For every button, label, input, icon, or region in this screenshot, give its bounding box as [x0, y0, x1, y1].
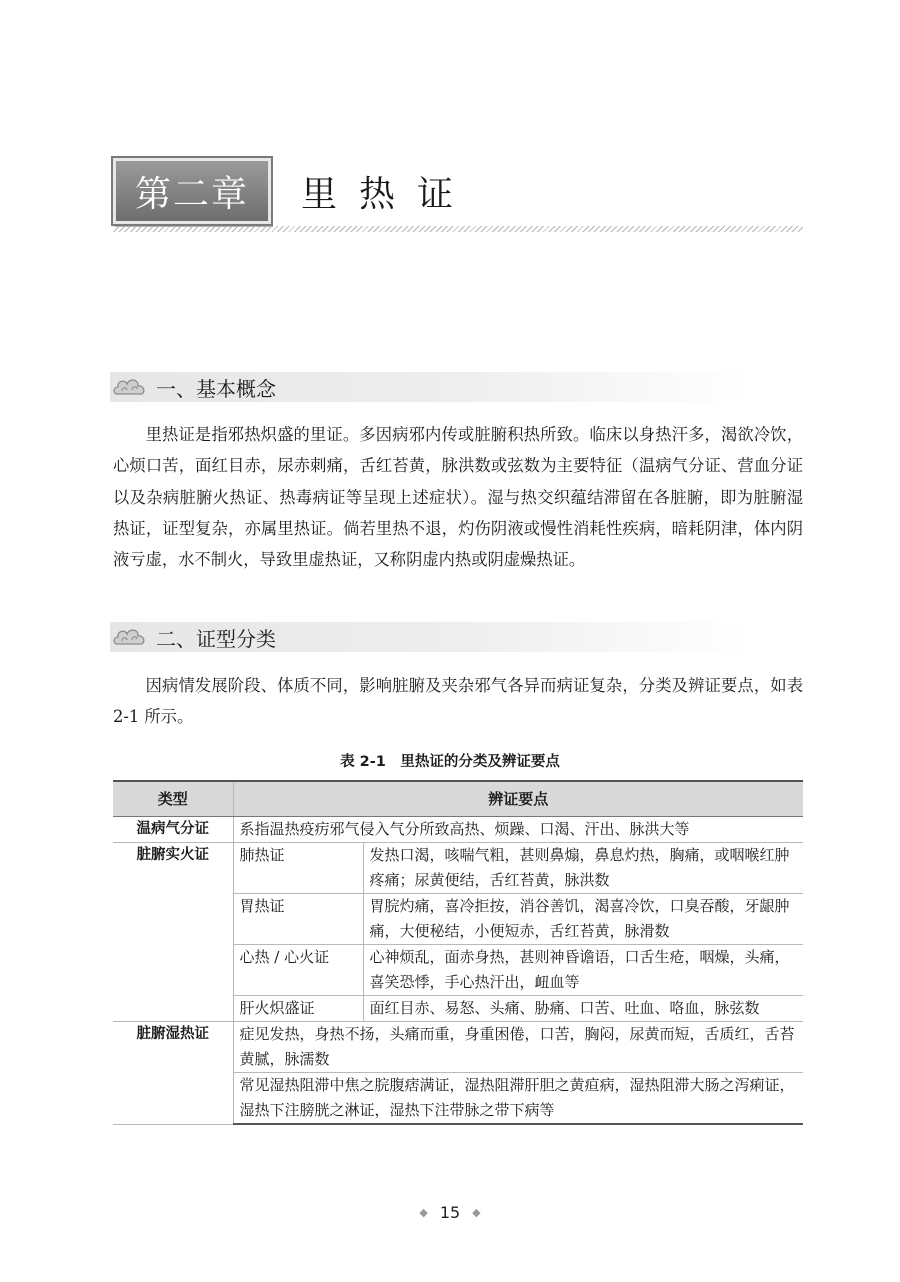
- table-caption: 表 2-1 里热证的分类及辨证要点: [340, 754, 560, 770]
- cloud-ornament-icon: [112, 624, 148, 650]
- subtype-cell: 心热 / 心火证: [233, 945, 363, 996]
- desc-cell: 心神烦乱，面赤身热，甚则神昏谵语，口舌生疮，咽燥，头痛，喜笑恐悸，手心热汗出，衄血等: [363, 945, 803, 996]
- desc-cell: 常见湿热阻滞中焦之脘腹痞满证，湿热阻滞肝胆之黄疸病，湿热阻滞大肠之泻痢证，湿热下注膀胱之淋证，湿热下注带脉之带下病等: [233, 1073, 803, 1125]
- subtype-cell: 胃热证: [233, 894, 363, 945]
- desc-cell: 发热口渴，咳喘气粗，甚则鼻煽，鼻息灼热，胸痛，或咽喉红肿疼痛；尿黄便结，舌红苔黄，脉洪数: [363, 843, 803, 894]
- chapter-badge: 第二章: [113, 158, 271, 224]
- desc-cell: 面红目赤、易怒、头痛、胁痛、口苦、吐血、咯血，脉弦数: [363, 996, 803, 1022]
- table-row: [113, 817, 803, 843]
- table-header-row: [113, 781, 803, 817]
- diamond-ornament-icon: ◆: [419, 1206, 428, 1219]
- chapter-title: 里热证: [301, 173, 476, 215]
- classification-table: [113, 780, 803, 1125]
- desc-cell: 胃脘灼痛，喜冷拒按，消谷善饥，渴喜冷饮，口臭吞酸，牙龈肿痛，大便秘结，小便短赤，舌红苔黄，脉滑数: [363, 894, 803, 945]
- type-cell: 温病气分证: [113, 817, 233, 843]
- page-footer: [0, 1203, 900, 1222]
- subtype-cell: 肺热证: [233, 843, 363, 894]
- chapter-heading: [113, 158, 475, 224]
- section-heading-basic-concept: [110, 372, 750, 402]
- paragraph-basic-concept: 里热证是指邪热炽盛的里证。多因病邪内传或脏腑积热所致。临床以身热汗多，渴欲冷饮，心烦口苦，面红目赤，尿赤刺痛，舌红苔黄，脉洪数或弦数为主要特征（温病气分证、营血分证以及杂病脏腑火热证、热毒病证等呈现上述症状）。湿与热交织蕴结滞留在各脏腑，即为脏腑湿热证，证型复杂，亦属里热证。倘若里热不退，灼伤阴液或慢性消耗性疾病，暗耗阴津，体内阴液亏虚，水不制火，导致里虚热证，又称阴虚内热或阴虚燥热证。: [113, 425, 803, 570]
- type-cell: 脏腑湿热证: [113, 1022, 233, 1125]
- page-number: 15: [439, 1203, 461, 1222]
- header-type: 类型: [113, 781, 233, 817]
- chapter-divider: [113, 226, 803, 232]
- table-row: [113, 843, 803, 894]
- desc-cell: 症见发热，身热不扬，头痛而重，身重困倦，口苦，胸闷，尿黄而短，舌质红，舌苔黄腻，脉濡数: [233, 1022, 803, 1073]
- section-title: 一、基本概念: [156, 376, 276, 401]
- header-key-points: 辨证要点: [233, 781, 803, 817]
- table-row: [113, 1022, 803, 1073]
- paragraph-classification: 因病情发展阶段、体质不同，影响脏腑及夹杂邪气各异而病证复杂，分类及辨证要点，如表 2-1 所示。: [113, 676, 803, 727]
- section-heading-classification: [110, 622, 750, 652]
- type-cell: 脏腑实火证: [113, 843, 233, 1022]
- desc-cell: 系指温热疫疠邪气侵入气分所致高热、烦躁、口渴、汗出、脉洪大等: [233, 817, 803, 843]
- subtype-cell: 肝火炽盛证: [233, 996, 363, 1022]
- section-title: 二、证型分类: [156, 626, 276, 651]
- cloud-ornament-icon: [112, 374, 148, 400]
- diamond-ornament-icon: ◆: [472, 1206, 481, 1219]
